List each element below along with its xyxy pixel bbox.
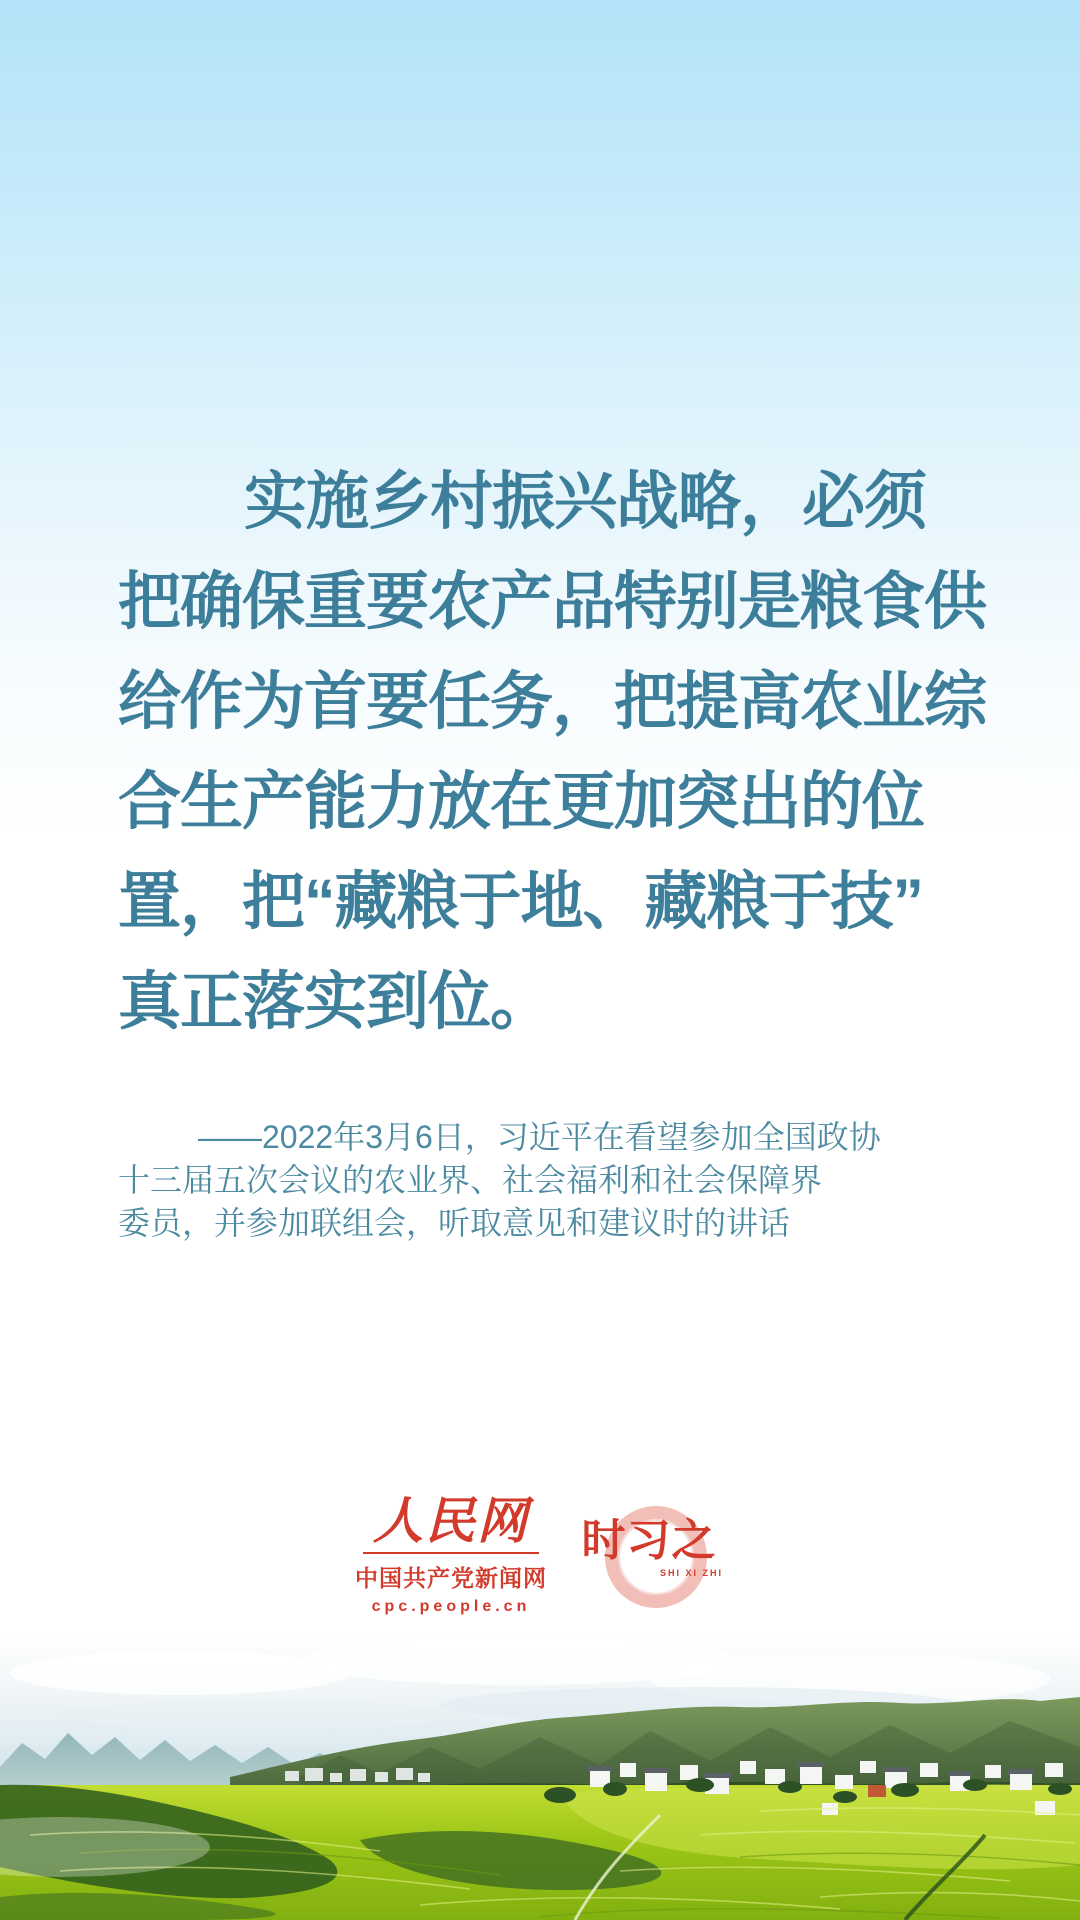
attribution-line: 十三届五次会议的农业界、社会福利和社会保障界	[118, 1162, 823, 1198]
countryside-photo	[0, 1635, 1080, 1920]
attribution-line: ——2022年3月6日，习近平在看望参加全国政协	[198, 1119, 881, 1155]
quote-attribution	[118, 1116, 881, 1245]
quote-line: 置，把“藏粮于地、藏粮于技”	[118, 867, 923, 937]
quote-line: 给作为首要任务，把提高农业综	[118, 667, 986, 737]
peoples-daily-logo	[355, 1492, 547, 1616]
quote-line: 实施乡村振兴战略，必须	[244, 467, 926, 537]
red-roof-building	[868, 1785, 886, 1797]
quote-block	[118, 452, 984, 1052]
shixizhi-logo	[573, 1492, 725, 1617]
shixizhi-romanized: SHI XI ZHI	[659, 1568, 723, 1578]
cpc-news-label: 中国共产党新闻网	[355, 1565, 547, 1591]
village-buildings	[285, 1768, 430, 1782]
logo-underline	[363, 1552, 539, 1554]
quote-line: 合生产能力放在更加突出的位	[118, 767, 924, 837]
cpc-news-url: cpc.people.cn	[371, 1598, 531, 1615]
attribution-line: 委员，并参加联组会，听取意见和建议时的讲话	[118, 1205, 791, 1241]
quote-line: 真正落实到位。	[118, 967, 552, 1037]
shixizhi-wordmark: 时习之	[581, 1516, 717, 1565]
cloud	[60, 1701, 460, 1729]
peoples-daily-wordmark: 人民网	[373, 1491, 529, 1550]
quote-line: 把确保重要农产品特别是粮食供	[118, 567, 986, 637]
cloud	[10, 1651, 350, 1695]
footer-logos	[0, 1492, 1080, 1617]
